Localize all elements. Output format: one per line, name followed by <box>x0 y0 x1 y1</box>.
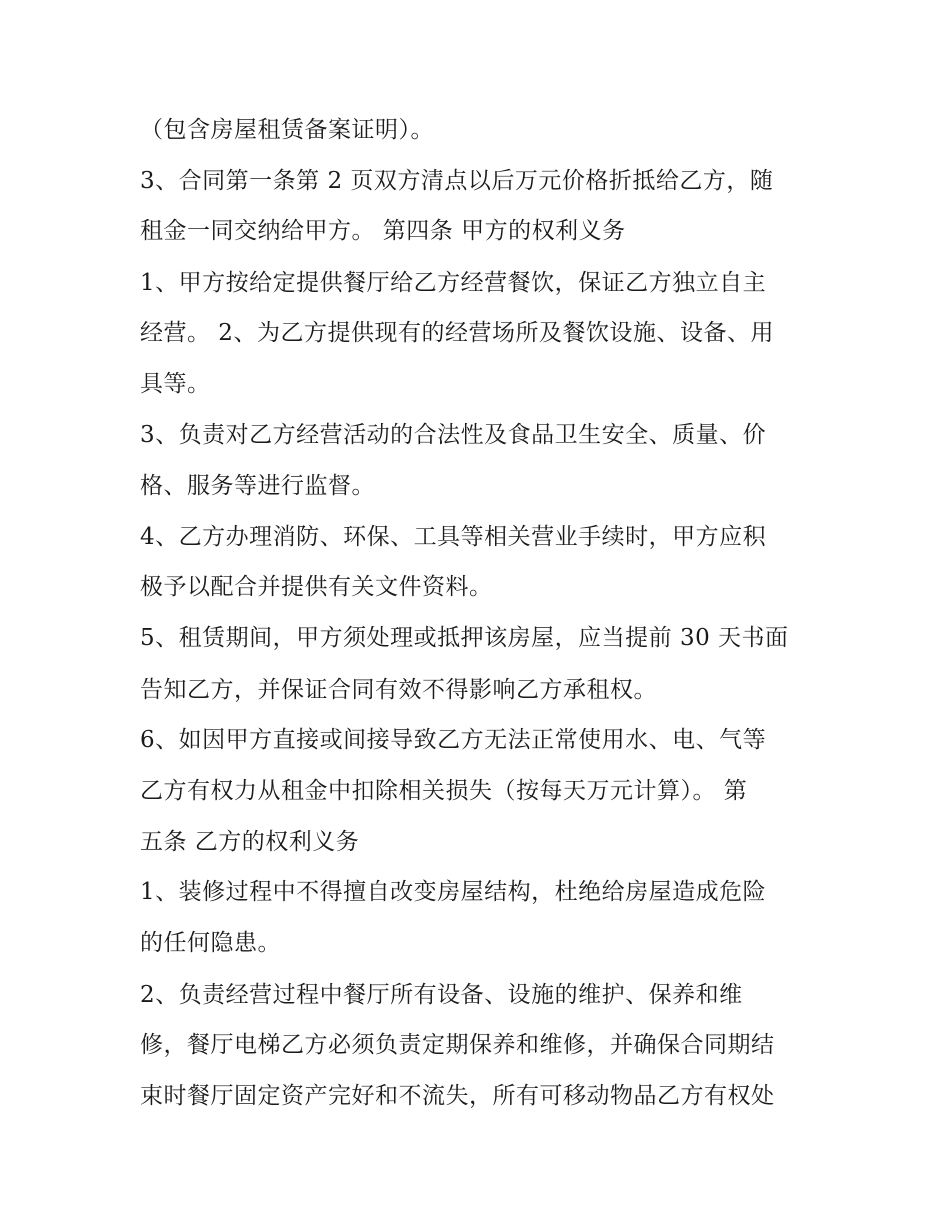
text-line: 5、租赁期间，甲方须处理或抵押该房屋，应当提前 30 天书面 <box>140 625 789 651</box>
text-line: 经营。 2、为乙方提供现有的经营场所及餐饮设施、设备、用 <box>140 320 774 346</box>
text-line: 6、如因甲方直接或间接导致乙方无法正常使用水、电、气等 <box>140 727 767 753</box>
text-line: 乙方有权力从租金中扣除相关损失（按每天万元计算）。 第 <box>140 778 748 804</box>
text-line: 租金一同交纳给甲方。 第四条 甲方的权利义务 <box>140 218 626 244</box>
text-line: 修，餐厅电梯乙方必须负责定期保养和维修，并确保合同期结 <box>140 1032 775 1058</box>
text-line: 2、负责经营过程中餐厅所有设备、设施的维护、保养和维 <box>140 982 743 1008</box>
text-line: 3、负责对乙方经营活动的合法性及食品卫生安全、质量、价 <box>140 422 767 448</box>
text-line: （包含房屋租赁备案证明）。 <box>140 117 434 143</box>
text-line: 1、甲方按给定提供餐厅给乙方经营餐饮，保证乙方独立自主 <box>140 270 767 296</box>
text-line: 告知乙方，并保证合同有效不得影响乙方承租权。 <box>140 677 657 703</box>
text-line: 4、乙方办理消防、环保、工具等相关营业手续时，甲方应积 <box>140 524 767 550</box>
text-line: 具等。 <box>140 371 211 397</box>
text-line: 3、合同第一条第 2 页双方清点以后万元价格折抵给乙方，随 <box>140 168 774 194</box>
text-line: 格、服务等进行监督。 <box>140 473 375 499</box>
text-line: 五条 乙方的权利义务 <box>140 829 360 855</box>
text-line: 束时餐厅固定资产完好和不流失，所有可移动物品乙方有权处 <box>140 1083 775 1109</box>
text-line: 极予以配合并提供有关文件资料。 <box>140 574 493 600</box>
text-line: 1、装修过程中不得擅自改变房屋结构，杜绝给房屋造成危险 <box>140 879 767 905</box>
text-line: 的任何隐患。 <box>140 930 281 956</box>
